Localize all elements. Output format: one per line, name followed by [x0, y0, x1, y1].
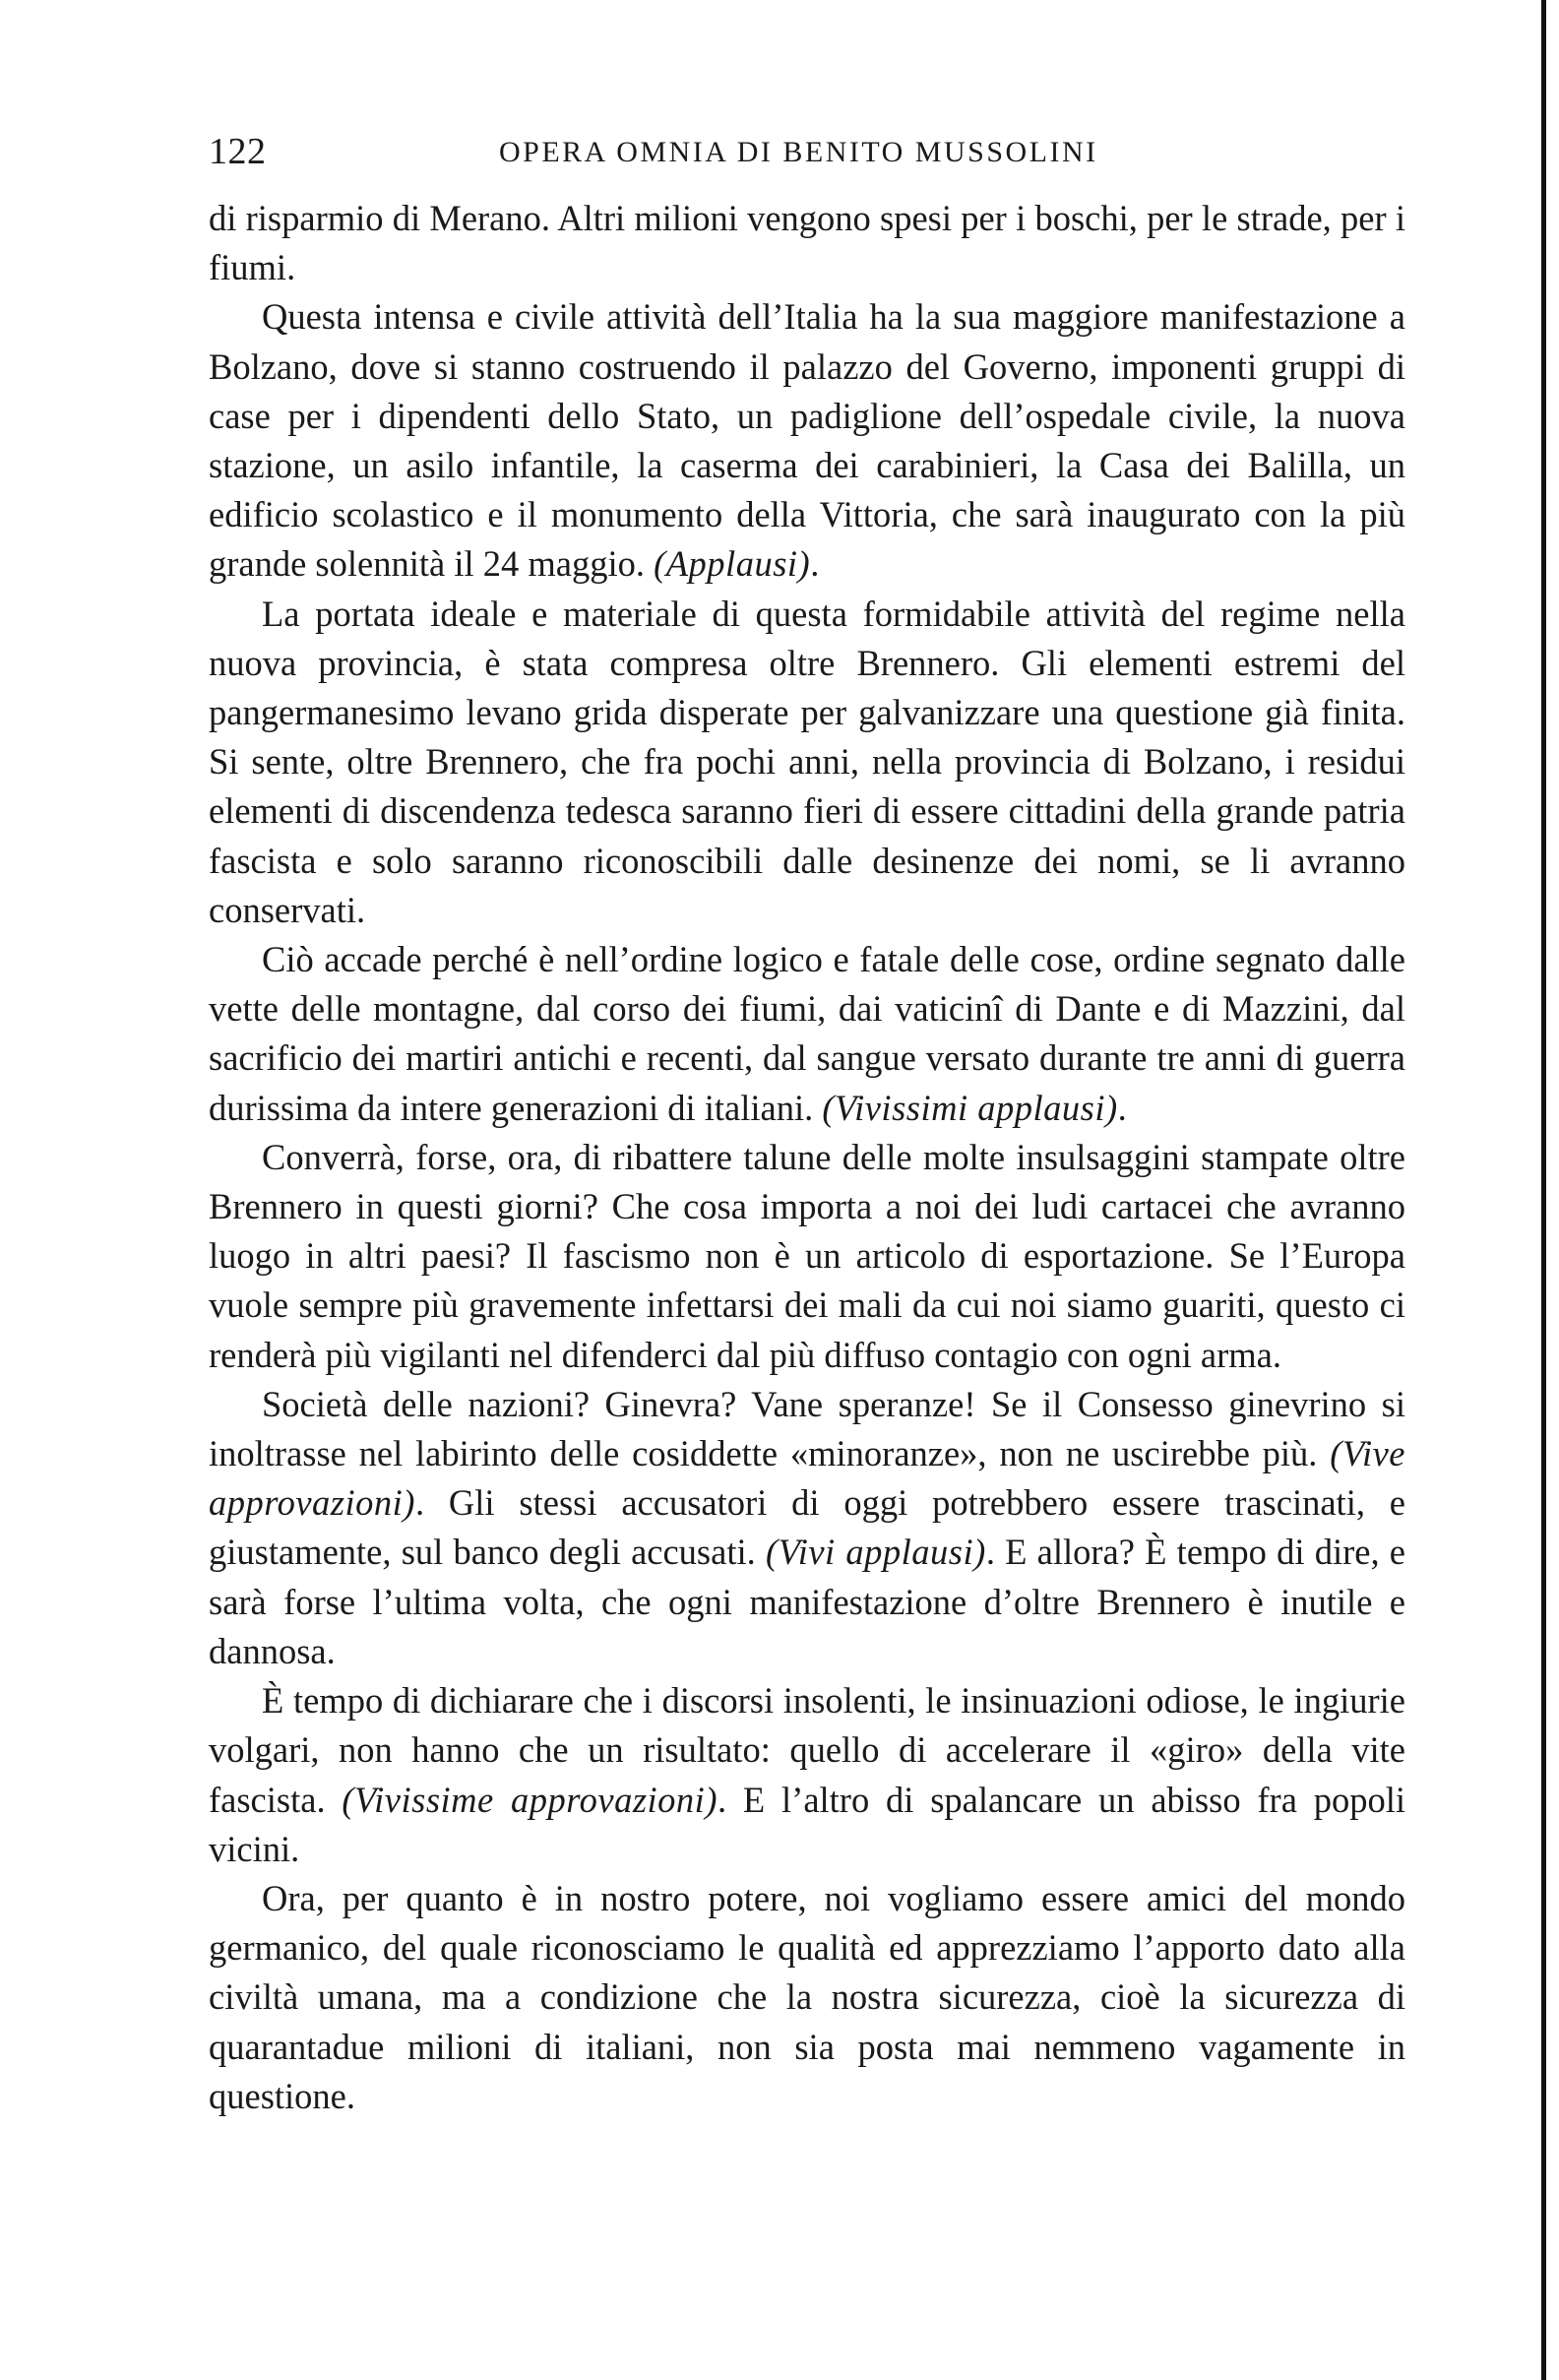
- text-run: Converrà, forse, ora, di ribattere talune delle molte insulsaggini stampate oltre Brennero in questi giorni? Che cosa importa a noi dei ludi cartacei che avranno luogo in altri paesi? Il fascismo non è un articolo di esportazione. Se l’Europa vuole sempre più gravemente infettarsi dei mali da cui noi siamo guariti, questo ci renderà più vigilanti nel difenderci dal più diffuso contagio con ogni arma.: [209, 1136, 1405, 1375]
- text-run: .: [810, 543, 820, 585]
- paragraph: [209, 292, 1405, 589]
- paragraph: [209, 1676, 1405, 1874]
- paragraph: [209, 194, 1405, 292]
- body-text: [209, 194, 1405, 2121]
- paragraph: [209, 1874, 1405, 2121]
- paragraph: [209, 935, 1405, 1133]
- paragraph: [209, 1380, 1405, 1676]
- text-run: . E l’altro di spalancare un abisso fra popoli vicini.: [209, 1779, 1405, 1869]
- text-run: Ciò accade perché è nell’ordine logico e fatale delle cose, ordine segnato dalle vette delle montagne, dal corso dei fiumi, dai vaticinî di Dante e di Mazzini, dal sacrificio dei martiri antichi e recenti, dal sangue versato durante tre anni di guerra durissima da intere generazioni di italiani.: [209, 939, 1405, 1128]
- page-header: [209, 130, 1144, 179]
- text-run: La portata ideale e materiale di questa formidabile attività del regime nella nuova provincia, è stata compresa oltre Brennero. Gli elementi estremi del pangermanesimo levano grida disperate per galvanizzare una questione già finita. Si sente, oltre Brennero, che fra pochi anni, nella provincia di Bolzano, i residui elementi di discendenza tedesca saranno fieri di essere cittadini della grande patria fascista e solo saranno riconoscibili dalle desinenze dei nomi, se li avranno conservati.: [209, 593, 1405, 930]
- text-run: È tempo di dichiarare che i discorsi insolenti, le insinuazioni odiose, le ingiurie volgari, non hanno che un risultato: quello di accelerare il «giro» della vite fascista.: [209, 1680, 1405, 1820]
- stage-direction: (Vivi applausi): [765, 1532, 986, 1573]
- text-run: .: [1117, 1087, 1127, 1128]
- stage-direction: (Vivissime approvazioni): [342, 1779, 717, 1820]
- running-head: OPERA OMNIA DI BENITO MUSSOLINI: [499, 136, 1098, 168]
- stage-direction: (Applausi): [654, 543, 811, 585]
- page-number: 122: [209, 131, 267, 172]
- text-run: . E allora? È tempo di dire, e sarà forse l’ultima volta, che ogni manifestazione d’oltre Brennero è inutile e dannosa.: [209, 1532, 1406, 1671]
- paragraph: [209, 590, 1405, 935]
- text-run: . Gli stessi accusatori di oggi potrebbero essere trascinati, e giustamente, sul banco degli accusati.: [209, 1482, 1405, 1573]
- stage-direction: (Vive approvazioni): [209, 1433, 1405, 1524]
- text-run: Questa intensa e civile attività dell’Italia ha la sua maggiore manifestazione a Bolzano, dove si stanno costruendo il palazzo del Governo, imponenti gruppi di case per i dipendenti dello Stato, un padiglione dell’ospedale civile, la nuova stazione, un asilo infantile, la caserma dei carabinieri, la Casa dei Balilla, un edificio scolastico e il monumento della Vittoria, che sarà inaugurato con la più grande solennità il 24 maggio.: [209, 296, 1405, 585]
- text-run: Società delle nazioni? Ginevra? Vane speranze! Se il Consesso ginevrino si inoltrasse nel labirinto delle cosiddette «minoranze», non ne uscirebbe più.: [209, 1383, 1405, 1474]
- text-run: Ora, per quanto è in nostro potere, noi vogliamo essere amici del mondo germanico, del quale riconosciamo le qualità ed apprezziamo l’apporto dato alla civiltà umana, ma a condizione che la nostra sicurezza, cioè la sicurezza di quarantadue milioni di italiani, non sia posta mai nemmeno vagamente in questione.: [209, 1877, 1405, 2116]
- paragraph: [209, 1133, 1405, 1380]
- page-edge-line: [1541, 0, 1546, 2380]
- text-run: di risparmio di Merano. Altri milioni vengono spesi per i boschi, per le strade, per i fiumi.: [209, 198, 1405, 288]
- stage-direction: (Vivissimi applausi): [822, 1087, 1118, 1128]
